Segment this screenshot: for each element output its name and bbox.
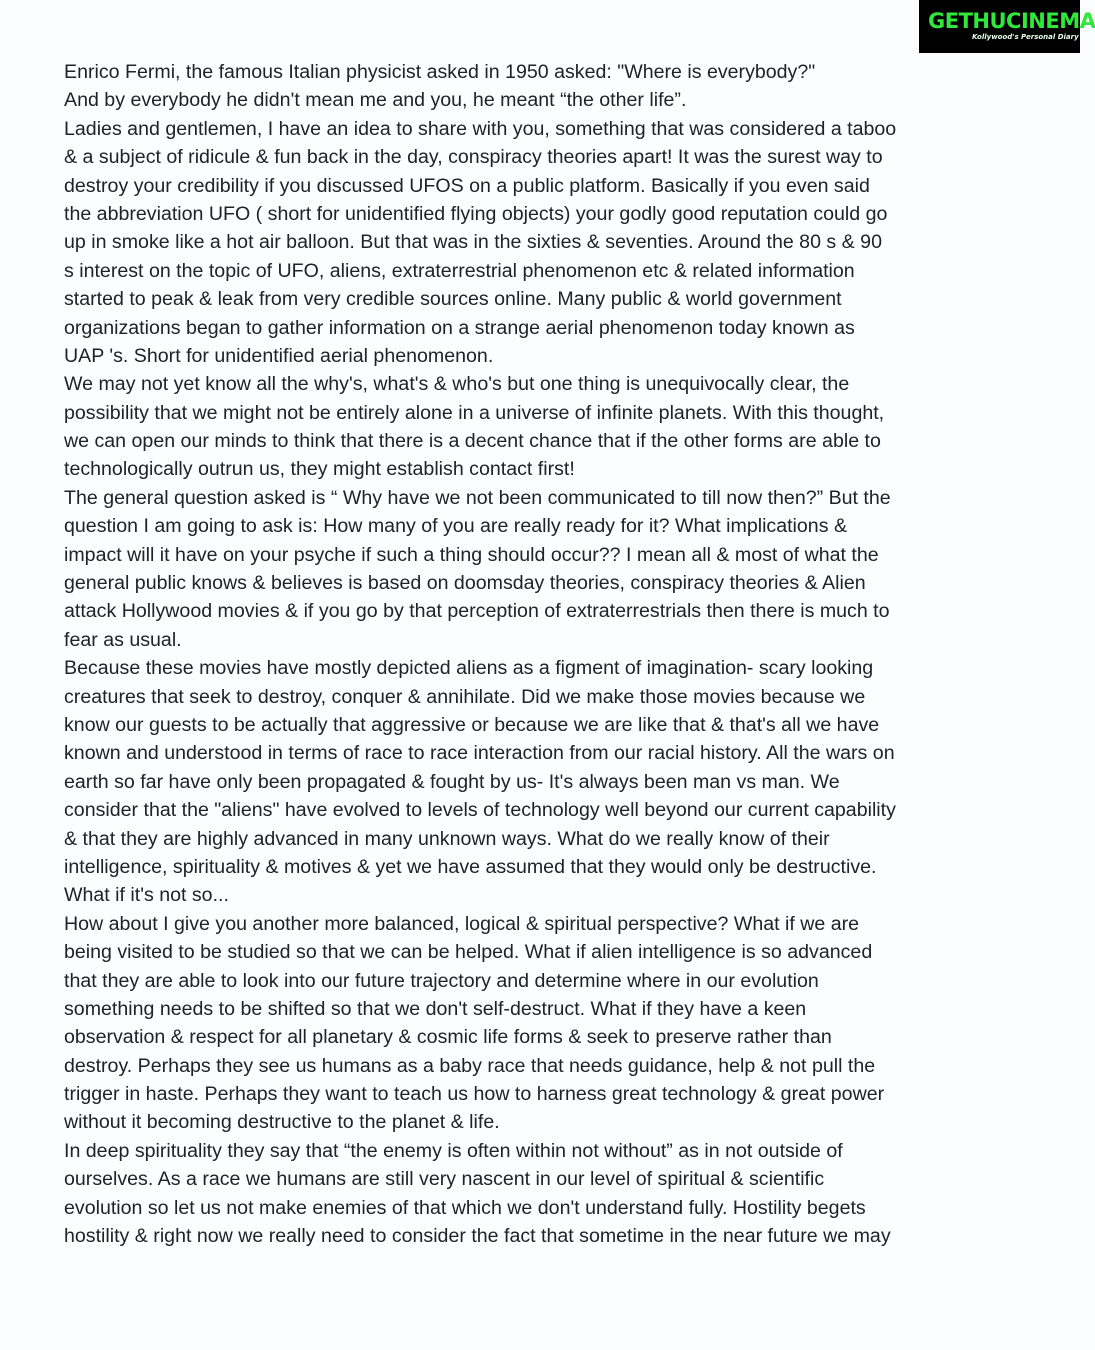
gethucinema-logo (919, 0, 1095, 53)
text-line: possibility that we might not be entirely alone in a universe of infinite planets. With this thought, (64, 401, 885, 424)
text-line: Ladies and gentlemen, I have an idea to share with you, something that was considered a taboo (64, 117, 897, 140)
text-line: impact will it have on your psyche if such a thing should occur?? I mean all & most of what the (64, 543, 879, 566)
text-line: How about I give you another more balanced, logical & spiritual perspective? What if we are (64, 912, 860, 935)
text-line: creatures that seek to destroy, conquer & annihilate. Did we make those movies because we (64, 685, 866, 708)
text-line: general public knows & believes is based on doomsday theories, conspiracy theories & Alien (64, 572, 866, 595)
text-line: intelligence, spirituality & motives & yet we have assumed that they would only be destructive. (64, 855, 877, 878)
text-line: something needs to be shifted so that we don't self-destruct. What if they have a keen (64, 997, 807, 1020)
text-line: fear as usual. (64, 628, 182, 651)
text-line: We may not yet know all the why's, what's & who's but one thing is unequivocally clear, the (64, 373, 850, 396)
text-line: What if it's not so... (64, 884, 229, 907)
essay-text (64, 58, 1024, 1250)
text-line: up in smoke like a hot air balloon. But that was in the sixties & seventies. Around the 80 s & 90 (64, 231, 882, 254)
text-line: know our guests to be actually that aggressive or because we are like that & that's all we have (64, 713, 880, 736)
text-line: technologically outrun us, they might establish contact first! (64, 458, 575, 481)
text-line: The general question asked is “ Why have we not been communicated to till now then?” But the (64, 486, 891, 509)
text-line: the abbreviation UFO ( short for unidentified flying objects) your godly good reputation could go (64, 202, 888, 225)
text-line: ourselves. As a race we humans are still very nascent in our level of spiritual & scientific (64, 1168, 825, 1191)
text-line: hostility & right now we really need to consider the fact that sometime in the near future we may (64, 1225, 891, 1248)
logo-wordmark (928, 7, 1095, 46)
text-line: s interest on the topic of UFO, aliens, extraterrestrial phenomenon etc & related information (64, 259, 855, 282)
logo-title (928, 9, 1095, 33)
logo-title-part2: CINEMA (1006, 9, 1095, 33)
text-line: Enrico Fermi, the famous Italian physicist asked in 1950 asked: "Where is everybody?" (64, 61, 816, 83)
text-line: In deep spirituality they say that “the enemy is often within not without” as in not outside of (64, 1139, 843, 1162)
text-line: we can open our minds to think that there is a decent chance that if the other forms are able to (64, 430, 881, 453)
text-line: Because these movies have mostly depicted aliens as a figment of imagination- scary looking (64, 657, 874, 680)
text-line: known and understood in terms of race to race interaction from our racial history. All the wars on (64, 742, 895, 765)
text-line: consider that the "aliens" have evolved to levels of technology well beyond our current capability (64, 799, 896, 822)
logo-title-part1: GETHU (928, 9, 1007, 33)
text-line: & a subject of ridicule & fun back in the day, conspiracy theories apart! It was the surest way to (64, 146, 883, 169)
text-line: destroy your credibility if you discussed UFOS on a public platform. Basically if you even said (64, 174, 870, 197)
text-line: being visited to be studied so that we can be helped. What if alien intelligence is so advanced (64, 941, 873, 964)
text-line: question I am going to ask is: How many of you are really ready for it? What implications & (64, 515, 848, 538)
text-line: without it becoming destructive to the planet & life. (64, 1111, 500, 1134)
text-line: that they are able to look into our future trajectory and determine where in our evolution (64, 969, 819, 992)
text-line: earth so far have only been propagated & fought by us- It's always been man vs man. We (64, 770, 840, 793)
text-line: trigger in haste. Perhaps they want to teach us how to harness great technology & great power (64, 1083, 885, 1106)
text-line: started to peak & leak from very credible sources online. Many public & world government (64, 288, 842, 311)
text-line: observation & respect for all planetary & cosmic life forms & seek to preserve rather than (64, 1026, 832, 1049)
text-line: UAP 's. Short for unidentified aerial phenomenon. (64, 344, 494, 367)
text-line: And by everybody he didn't mean me and you, he meant “the other life”. (64, 89, 687, 112)
text-line: attack Hollywood movies & if you go by that perception of extraterrestrials then there is much to (64, 600, 890, 623)
text-line: evolution so let us not make enemies of that which we don't understand fully. Hostility begets (64, 1196, 866, 1219)
logo-tagline: Kollywood's Personal Diary (972, 33, 1079, 41)
text-line: destroy. Perhaps they see us humans as a baby race that needs guidance, help & not pull the (64, 1054, 876, 1077)
text-line: & that they are highly advanced in many unknown ways. What do we really know of their (64, 827, 830, 850)
text-line: organizations began to gather information on a strange aerial phenomenon today known as (64, 316, 855, 339)
